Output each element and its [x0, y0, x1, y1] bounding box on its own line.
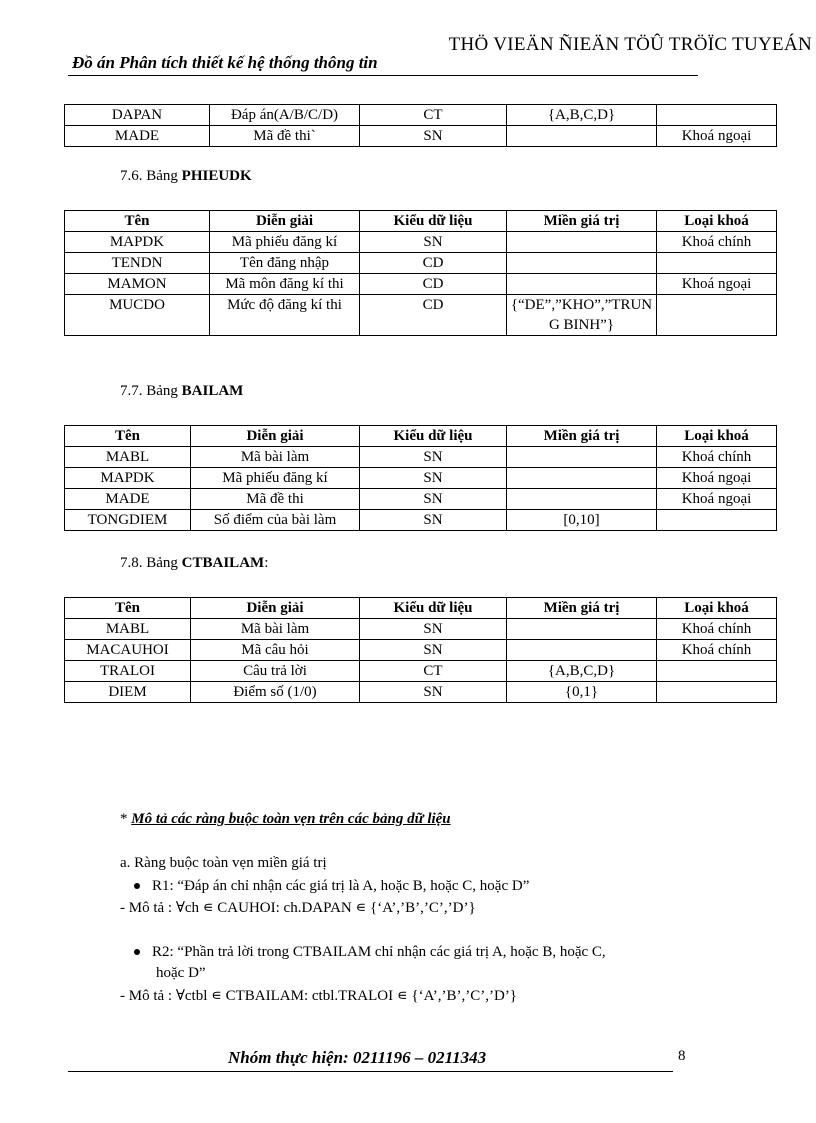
table-header-row: [65, 426, 777, 447]
cell: [507, 619, 657, 640]
cell: CD: [360, 295, 507, 336]
table-cauhoi-continued: [64, 104, 777, 147]
cell: Khoá chính: [657, 232, 777, 253]
caption-prefix: 7.7. Bảng: [120, 383, 182, 399]
cell: MUCDO: [65, 295, 210, 336]
column-header: Loại khoá: [657, 426, 777, 447]
cell: CT: [360, 105, 507, 126]
cell: MAMON: [65, 274, 210, 295]
rule-r1-text: R1: “Đáp án chỉ nhận các giá trị là A, hoặc B, hoặc C, hoặc D”: [152, 878, 530, 894]
cell: SN: [360, 510, 507, 531]
table-row: [65, 468, 777, 489]
cell: {0,1}: [507, 682, 657, 703]
doc-title: Đồ án Phân tích thiết kế hệ thống thông tin: [72, 53, 378, 72]
cell: TONGDIEM: [65, 510, 191, 531]
caption-prefix: 7.6. Bảng: [120, 168, 182, 184]
column-header: Tên: [65, 211, 210, 232]
cell: [507, 468, 657, 489]
table-header-row: [65, 211, 777, 232]
cell: Câu trả lời: [191, 661, 360, 682]
cell: [507, 640, 657, 661]
table-row: [65, 510, 777, 531]
cell: Số điểm của bài làm: [191, 510, 360, 531]
cell: [657, 682, 777, 703]
constraints-heading: [120, 811, 451, 828]
column-header: Miền giá trị: [507, 598, 657, 619]
column-header: Miền giá trị: [507, 426, 657, 447]
cell: CD: [360, 253, 507, 274]
cell: [507, 253, 657, 274]
cell: Mã bài làm: [191, 619, 360, 640]
table-row: [65, 105, 777, 126]
table-row: [65, 489, 777, 510]
table-ctbailam: [64, 597, 777, 703]
cell: SN: [360, 447, 507, 468]
table-row: [65, 295, 777, 336]
cell: Mã câu hỏi: [191, 640, 360, 661]
cell: Mã môn đăng kí thi: [210, 274, 360, 295]
cell: Mã đề thi: [191, 489, 360, 510]
cell: {A,B,C,D}: [507, 105, 657, 126]
cell: Khoá ngoại: [657, 274, 777, 295]
rule-r2-text-line2: hoặc D”: [156, 965, 206, 981]
cell: DIEM: [65, 682, 191, 703]
cell: [507, 232, 657, 253]
cell: {A,B,C,D}: [507, 661, 657, 682]
cell: [657, 295, 777, 336]
rule-r2-description: - Mô tả : ∀ctbl ∊ CTBAILAM: ctbl.TRALOI ∊ {‘A’,’B’,’C’,’D’}: [120, 988, 518, 1004]
cell: Tên đăng nhập: [210, 253, 360, 274]
cell: SN: [360, 489, 507, 510]
table-row: [65, 274, 777, 295]
cell: Khoá chính: [657, 640, 777, 661]
rule-r1: [134, 876, 529, 896]
cell: [657, 510, 777, 531]
cell: SN: [360, 232, 507, 253]
column-header: Tên: [65, 598, 191, 619]
table-row: [65, 661, 777, 682]
table-bailam: [64, 425, 777, 531]
table-header-row: [65, 598, 777, 619]
cell: [507, 126, 657, 147]
caption-phieudk: [120, 168, 252, 185]
cell: [507, 274, 657, 295]
column-header: Diễn giải: [191, 598, 360, 619]
column-header: Loại khoá: [657, 211, 777, 232]
caption-table-name: BAILAM: [181, 383, 244, 399]
column-header: Kiểu dữ liệu: [360, 426, 507, 447]
column-header: Loại khoá: [657, 598, 777, 619]
cell: MADE: [65, 489, 191, 510]
column-header: Miền giá trị: [507, 211, 657, 232]
cell: TENDN: [65, 253, 210, 274]
caption-suffix: :: [264, 555, 269, 571]
page-number: 8: [678, 1048, 686, 1064]
cell: Mã phiếu đăng kí: [210, 232, 360, 253]
cell: {“DE”,”KHO”,”TRUNG BINH”}: [507, 295, 657, 336]
column-header: Kiểu dữ liệu: [360, 598, 507, 619]
cell: MABL: [65, 619, 191, 640]
cell: Mã bài làm: [191, 447, 360, 468]
cell: Đáp án(A/B/C/D): [210, 105, 360, 126]
column-header: Diễn giải: [191, 426, 360, 447]
table-row: [65, 682, 777, 703]
cell: Khoá ngoại: [657, 468, 777, 489]
bullet-icon: [134, 949, 140, 955]
cell: [0,10]: [507, 510, 657, 531]
cell: SN: [360, 682, 507, 703]
cell: CT: [360, 661, 507, 682]
caption-ctbailam: [120, 555, 268, 572]
cell: Khoá ngoại: [657, 126, 777, 147]
cell: SN: [360, 640, 507, 661]
header-divider: [68, 75, 698, 76]
cell: Mã đề thi`: [210, 126, 360, 147]
cell: MABL: [65, 447, 191, 468]
table-phieudk: [64, 210, 777, 336]
footer-divider: [68, 1071, 673, 1072]
cell: [657, 661, 777, 682]
cell: MADE: [65, 126, 210, 147]
table-row: [65, 232, 777, 253]
cell: Khoá ngoại: [657, 489, 777, 510]
cell: [507, 489, 657, 510]
cell: MACAUHOI: [65, 640, 191, 661]
caption-bailam: [120, 383, 243, 400]
caption-prefix: 7.8. Bảng: [120, 555, 182, 571]
cell: Mức độ đăng kí thi: [210, 295, 360, 336]
caption-table-name: PHIEUDK: [181, 168, 252, 184]
table-row: [65, 253, 777, 274]
column-header: Diễn giải: [210, 211, 360, 232]
cell: [657, 105, 777, 126]
table-row: [65, 640, 777, 661]
section-a-title: a. Ràng buộc toàn vẹn miền giá trị: [120, 855, 327, 871]
rule-r2: [134, 942, 606, 962]
bullet-icon: [134, 883, 140, 889]
cell: Khoá chính: [657, 447, 777, 468]
heading-text: Mô tả các ràng buộc toàn vẹn trên các bảng dữ liệu: [131, 811, 451, 827]
cell: DAPAN: [65, 105, 210, 126]
cell: Mã phiếu đăng kí: [191, 468, 360, 489]
cell: SN: [360, 468, 507, 489]
cell: CD: [360, 274, 507, 295]
heading-star: *: [120, 811, 132, 827]
cell: MAPDK: [65, 232, 210, 253]
table-row: [65, 619, 777, 640]
rule-r1-description: - Mô tả : ∀ch ∊ CAUHOI: ch.DAPAN ∊ {‘A’,’B’,’C’,’D’}: [120, 900, 476, 916]
table-row: [65, 447, 777, 468]
cell: SN: [360, 126, 507, 147]
cell: Điểm số (1/0): [191, 682, 360, 703]
rule-r2-text-line1: R2: “Phần trả lời trong CTBAILAM chỉ nhận các giá trị A, hoặc B, hoặc C,: [152, 944, 606, 960]
site-title: THÖ VIEÄN ÑIEÄN TÖÛ TRÖÏC TUYEÁN: [448, 34, 812, 55]
table-row: [65, 126, 777, 147]
cell: SN: [360, 619, 507, 640]
cell: [657, 253, 777, 274]
cell: MAPDK: [65, 468, 191, 489]
column-header: Kiểu dữ liệu: [360, 211, 507, 232]
footer-group: Nhóm thực hiện: 0211196 – 0211343: [228, 1048, 487, 1067]
cell: Khoá chính: [657, 619, 777, 640]
caption-table-name: CTBAILAM: [181, 555, 265, 571]
cell: [507, 447, 657, 468]
cell: TRALOI: [65, 661, 191, 682]
column-header: Tên: [65, 426, 191, 447]
